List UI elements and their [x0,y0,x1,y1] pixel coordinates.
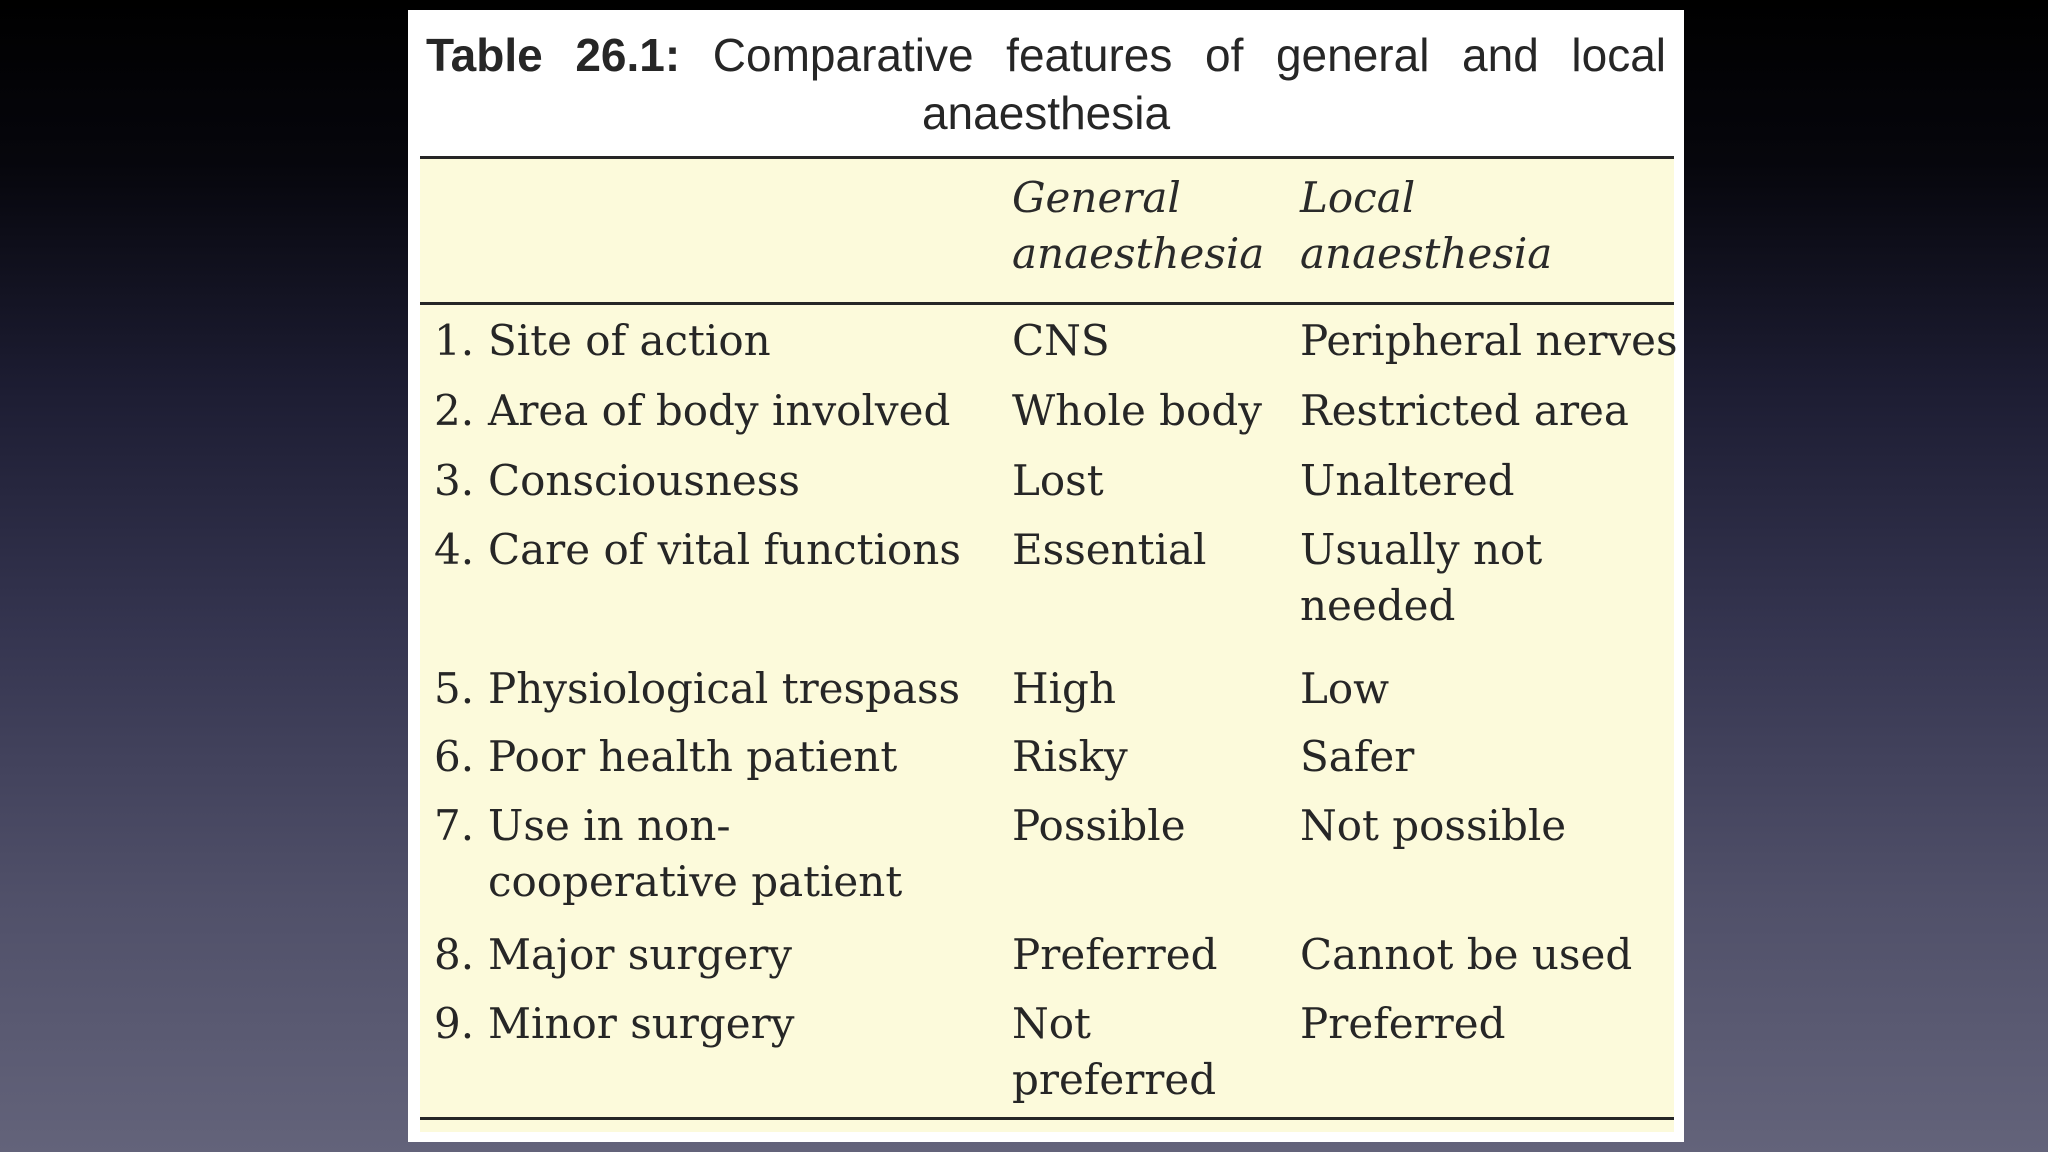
row-general-value: Lost [1012,456,1104,505]
row-general-value: Not preferred [1012,999,1217,1104]
row-local-value: Preferred [1300,999,1506,1048]
row-local-value: Peripheral nerves [1300,316,1678,365]
row-feature: Consciousness [488,456,800,505]
row-local-value: Safer [1300,732,1415,781]
table-header-rule [420,302,1674,305]
table-label: Table 26.1: [426,29,681,81]
table-bottom-rule [420,1117,1674,1120]
row-local-value: Unaltered [1300,456,1515,505]
row-general-value: High [1012,664,1116,713]
table-top-rule [420,156,1674,159]
row-number: 5. [434,664,475,713]
row-general-value: Preferred [1012,930,1218,979]
row-feature: Minor surgery [488,999,795,1048]
row-number: 4. [434,525,475,574]
row-feature: Use in non-cooperative patient [488,801,903,906]
row-local-value: Not possible [1300,801,1567,850]
row-local-value: Low [1300,664,1390,713]
row-number: 8. [434,930,475,979]
column-header-general: General anaesthesia [1012,173,1265,278]
table-title: Comparative features of general and local anaesthesia [712,29,1666,139]
row-general-value: Essential [1012,525,1207,574]
row-number: 9. [434,999,475,1048]
row-feature: Care of vital functions [488,525,961,574]
row-number: 3. [434,456,475,505]
table-caption [426,26,1666,142]
row-general-value: CNS [1012,316,1110,365]
table-sheet [408,10,1684,1142]
column-header-local: Local anaesthesia [1300,173,1553,278]
row-feature: Physiological trespass [488,664,961,713]
row-number: 7. [434,801,475,850]
row-general-value: Risky [1012,732,1128,781]
row-feature: Site of action [488,316,771,365]
row-number: 1. [434,316,475,365]
row-feature: Area of body involved [488,386,951,435]
row-local-value: Restricted area [1300,386,1629,435]
row-local-value: Cannot be used [1300,930,1633,979]
row-general-value: Possible [1012,801,1186,850]
row-feature: Major surgery [488,930,793,979]
row-number: 2. [434,386,475,435]
row-feature: Poor health patient [488,732,898,781]
row-local-value: Usually not needed [1300,525,1543,630]
row-general-value: Whole body [1012,386,1262,435]
row-number: 6. [434,732,475,781]
